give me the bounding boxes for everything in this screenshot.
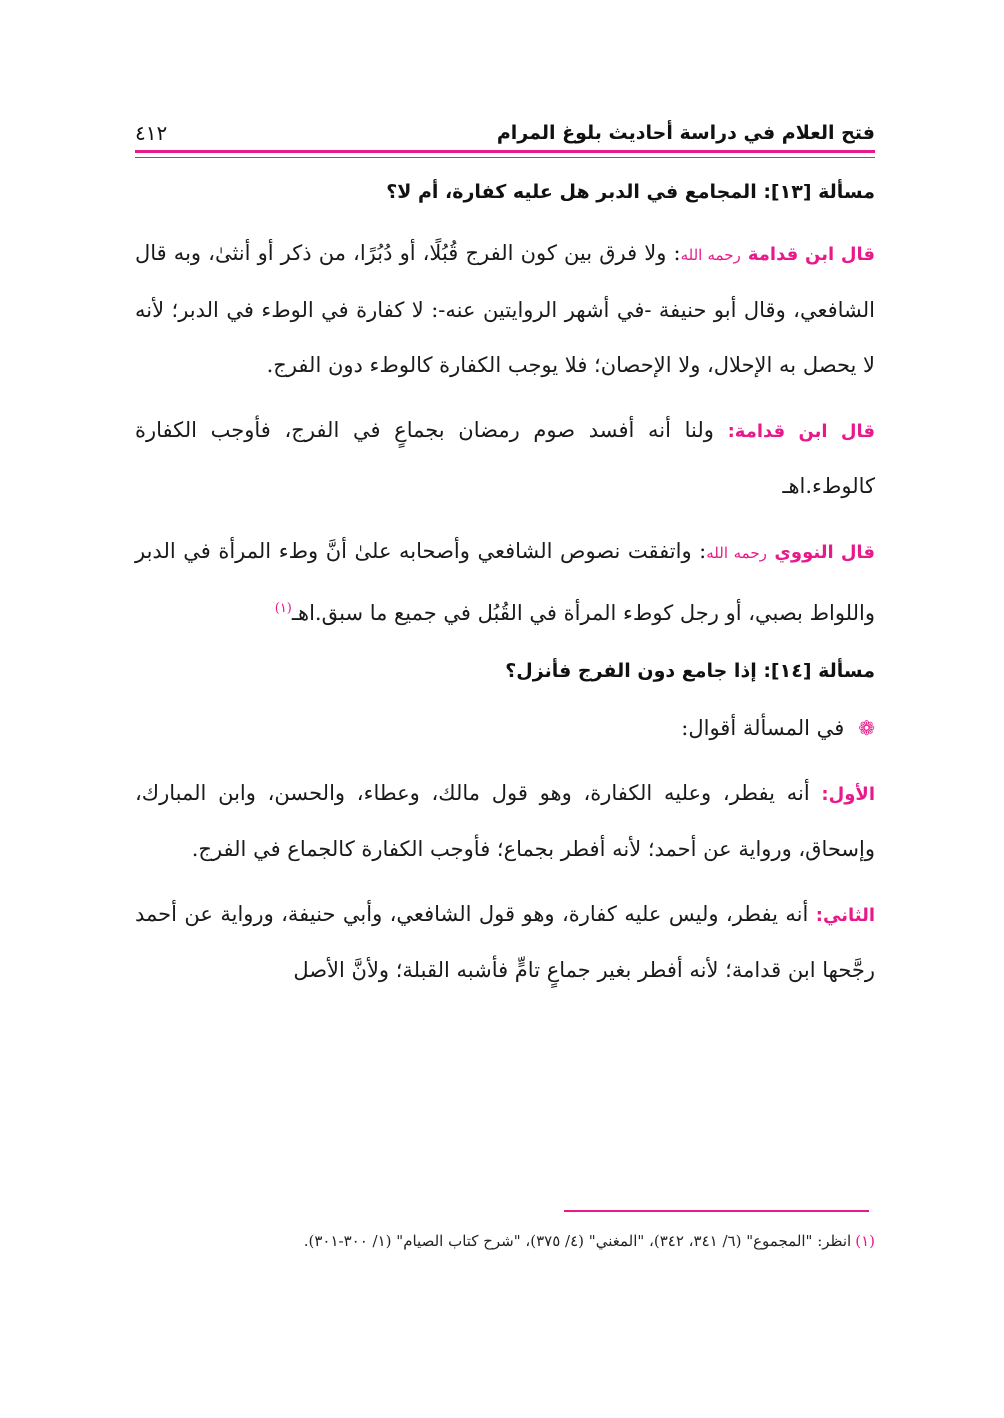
paragraph-text: ولنا أنه أفسد صوم رمضان بجماعٍ في الفرج، فأوجب الكفارة كالوطء.اهـ [135, 418, 875, 498]
paragraph-text: : واتفقت نصوص الشافعي وأصحابه علىٰ أنَّ وطء المرأة في الدبر واللواط بصبي، أو رجل كوطء المرأة في القُبُل في جميع ما سبق.اهـ [135, 539, 875, 625]
question-14-title: مسألة [١٤]: إذا جامع دون الفرج فأنزل؟ [505, 660, 875, 682]
footnote-text: انظر: "المجموع" (٦/ ٣٤١، ٣٤٢)، "المغني" (٤/ ٣٧٥)، "شرح كتاب الصيام" (١/ ٣٠٠-٣٠١). [303, 1232, 852, 1250]
honorific-glyph: رحمه الله [706, 544, 767, 562]
main-content [135, 172, 875, 998]
honorific-glyph: رحمه الله [680, 246, 741, 264]
paragraph-text: : ولا فرق بين كون الفرج قُبُلًا، أو دُبُرًا، من ذكر أو أنثىٰ، وبه قال الشافعي، وقال أبو حنيفة -في أشهر الروايتين عنه-: لا كفارة في الوطء في الدبر؛ لأنه لا يحصل به الإحلال، ولا الإحصان؛ فلا يوجب الكفارة كالوطء دون الفرج. [135, 241, 875, 377]
opinion-label: الثاني: [815, 905, 875, 926]
footnote-separator [564, 1210, 869, 1212]
flower-bullet-icon: ❁ [858, 716, 875, 740]
paragraph-second-opinion [135, 887, 875, 998]
footnote-number: (١) [855, 1232, 875, 1250]
speaker-label: قال ابن قدامة [747, 244, 875, 265]
paragraph-nawawi [135, 524, 875, 641]
speaker-label: قال النووي [774, 542, 875, 563]
running-title: فتح العلام في دراسة أحاديث بلوغ المرام [496, 122, 875, 144]
footnote [135, 1228, 875, 1254]
bullet-text: في المسألة أقوال: [681, 716, 845, 740]
question-13-title: مسألة [١٣]: المجامع في الدبر هل عليه كفارة، أم لا؟ [386, 181, 875, 203]
paragraph-ibn-qudama-1 [135, 226, 875, 393]
header-rule-thin [135, 157, 875, 158]
page-number: ٤١٢ [135, 121, 168, 145]
paragraph-text: أنه يفطر، وليس عليه كفارة، وهو قول الشافعي، وأبي حنيفة، ورواية عن أحمد رجَّحها ابن قدامة؛ لأنه أفطر بغير جماعٍ تامٍّ فأشبه القبلة؛ ولأنَّ الأصل [135, 902, 875, 982]
paragraph-first-opinion [135, 766, 875, 877]
page-header [135, 118, 875, 148]
paragraph-text: أنه يفطر، وعليه الكفارة، وهو قول مالك، وعطاء، والحسن، وابن المبارك، وإسحاق، ورواية عن أحمد؛ لأنه أفطر بجماع؛ فأوجب الكفارة كالجماع في الفرج. [135, 781, 875, 861]
speaker-label: قال ابن قدامة: [727, 421, 875, 442]
paragraph-ibn-qudama-2 [135, 403, 875, 514]
bullet-line [135, 701, 875, 756]
opinion-label: الأول: [821, 784, 875, 805]
footnote-reference[interactable]: (١) [274, 601, 292, 616]
header-rule-thick [135, 150, 875, 153]
